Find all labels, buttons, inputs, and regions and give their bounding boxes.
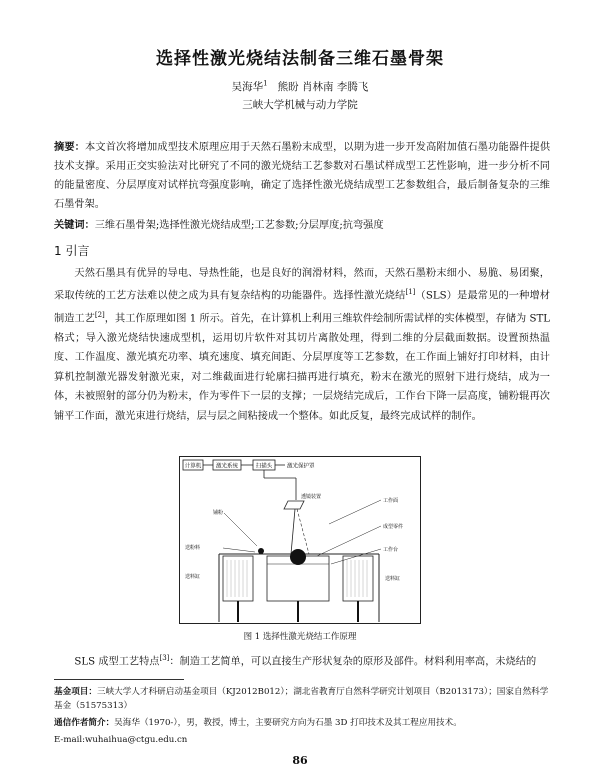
footnote-rule (54, 679, 184, 680)
roller (258, 548, 264, 554)
author-info-text: 吴海华（1970-），男，教授，博士，主要研究方向为石墨 3D 打印技术及其工程应用技术。 (114, 718, 462, 728)
fund-label: 基金项目： (54, 687, 97, 697)
author-line (0, 79, 600, 94)
label-computer: 计算机 (184, 463, 202, 470)
label-worksurface: 工作面 (383, 498, 399, 504)
citation-2: [2] (94, 311, 105, 320)
author-others: 熊盼 肖林南 李腾飞 (277, 81, 369, 93)
intro-text-a: 天然石墨具有优异的导电、导热性能，也是良好的润滑材料，然而，天然石墨粉末细小、易脆、易团聚，采取传统的工艺方法难以使之成为具有复杂结构的功能器件。选择性激光烧结 (54, 268, 550, 302)
features-text-a: SLS 成型工艺特点 (74, 656, 160, 668)
label-laser-system: 激光系统 (215, 463, 239, 470)
intro-text-c: ，其工作原理如图 1 所示。首先，在计算机上利用三维软件绘制所需试样的实体模型，存储为 STL 格式；导入激光烧结快速成型机，运用切片软件对其切片离散处理，得到二维的分层截面数据。设置预热温度、工作温度、激光填充功率、填充速度、填充间距、分层厚度等工艺参数，在工作面上铺好打印材料，由计算机控制激光器发射激光束，对二维截面进行轮廓扫描再进行填充，粉末在激光的照射下进行烧结，成为一体，未被照射的部分仍为粉末，作为零件下一层的支撑；一层烧结完成后，工作台下降一层高度，铺粉辊再次铺平工作面，激光束进行烧结，层与层之间粘接成一个整体。如此反复，最终完成试样的制作。 (54, 313, 550, 422)
feed-cylinder-left (223, 556, 253, 601)
label-part: 成型零件 (383, 524, 404, 530)
abstract-label: 摘要： (54, 142, 86, 153)
label-guard: 激光保护罩 (287, 463, 315, 470)
paper-title: 选择性激光烧结法制备三维石墨骨架 (156, 49, 444, 69)
intro-text-b: （SLS）是最常见的一种增材制造工艺 (54, 290, 550, 325)
footnote-author (54, 716, 550, 730)
keywords-label: 关键词： (54, 220, 95, 231)
fund-text: 三峡大学人才科研启动基金项目（KJ2012B012）；湖北省教育厅自然科学研究计划项目（B2013173）；国家自然科学基金（51575313） (54, 687, 549, 711)
laser-beam (291, 509, 295, 554)
label-roller: 铺粉 (213, 510, 224, 516)
keywords (54, 216, 550, 235)
label-scanner: 扫描头 (255, 463, 273, 470)
figure-caption: 图 1 选择性激光烧结工作原理 (243, 632, 357, 642)
abstract (54, 138, 550, 214)
footnote-fund (54, 685, 550, 713)
features-text-b: ：制造工艺简单，可以直接生产形状复杂的原形及部件。材料利用率高，未烧结的 (169, 656, 537, 668)
figure-frame (180, 457, 421, 624)
sls-diagram (179, 456, 421, 624)
citation-3: [3] (159, 654, 170, 662)
abstract-text: 本文首次将增加成型技术原理应用于天然石墨粉末成型，以期为进一步开发高附加值石墨功能器件提供技术支撑。采用正交实验法对比研究了不同的激光烧结工艺参数对石墨试样成型工艺性影响，进一步分析不同的能量密度、分层厚度对试样抗弯强度影响，确定了选择性激光烧结成型工艺参数组合，最后制备复杂的三维石墨骨架。 (54, 142, 551, 210)
label-feed-cyl-left: 送料缸 (185, 574, 201, 580)
author-info-label: 通信作者简介： (54, 718, 115, 728)
label-workbench: 工作台 (383, 547, 399, 553)
keywords-text: 三维石墨骨架;选择性激光烧结成型;工艺参数;分层厚度;抗弯强度 (94, 220, 384, 231)
author-affil-mark: 1 (263, 79, 268, 88)
section-heading-intro: 1 引言 (54, 244, 90, 258)
page-number: 86 (292, 754, 308, 767)
intro-paragraph (54, 264, 550, 426)
label-feed: 送粉料 (185, 545, 201, 551)
author-email: E-mail:wuhaihua@ctgu.edu.cn (54, 735, 188, 745)
lens-device (284, 501, 304, 509)
feed-cylinder-right (343, 556, 373, 601)
label-feed-cyl-right: 送料缸 (385, 576, 401, 582)
citation-1: [1] (405, 288, 416, 297)
author-first: 吴海华 (231, 81, 264, 93)
label-focus: 透镜装置 (301, 494, 322, 500)
formed-part (290, 549, 306, 565)
affiliation: 三峡大学机械与动力学院 (242, 99, 358, 111)
sls-features-paragraph (54, 649, 550, 671)
